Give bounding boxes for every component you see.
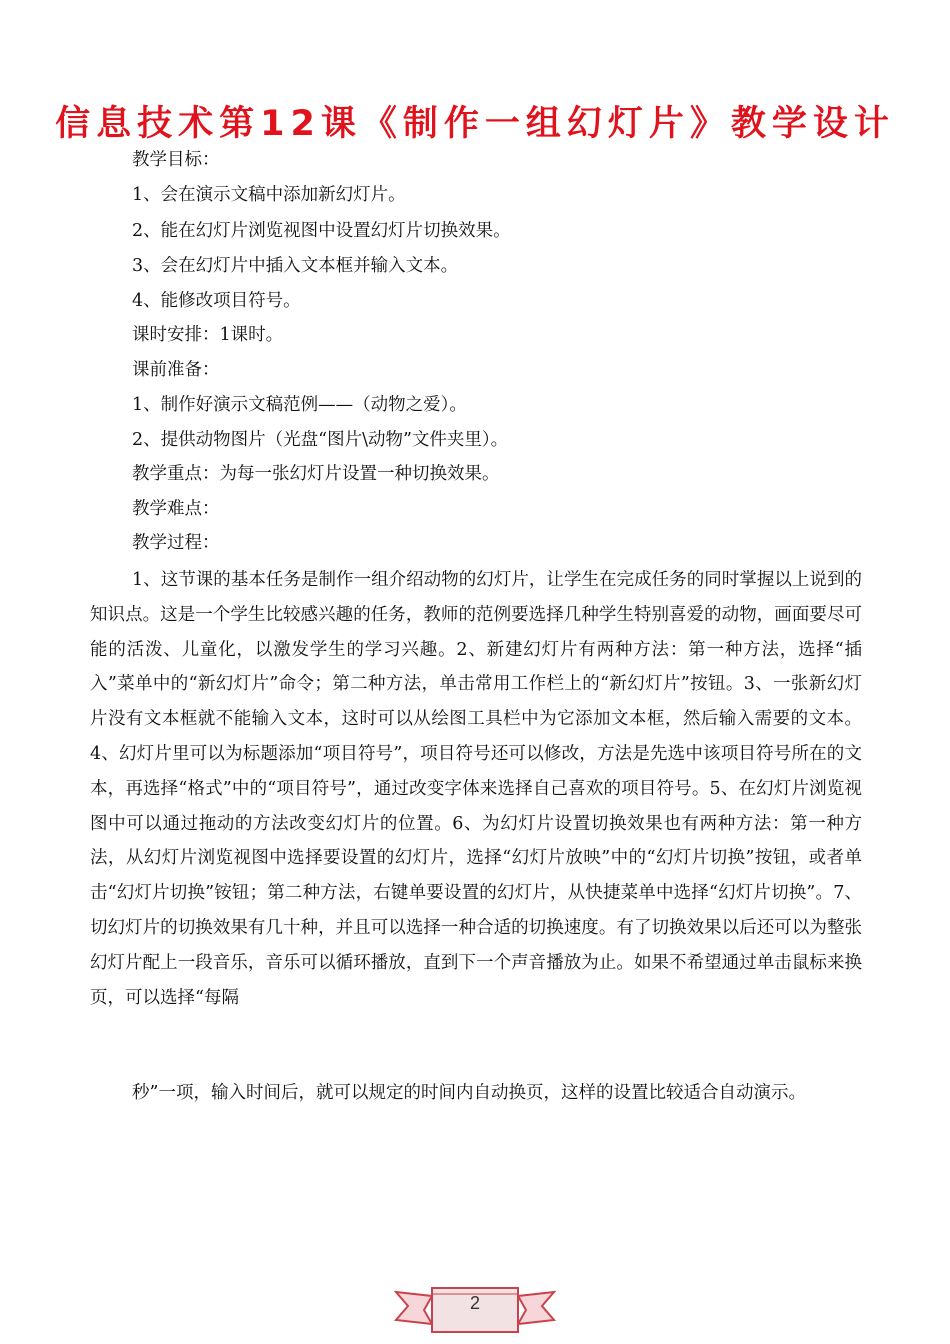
objective-2: 2、能在幻灯片浏览视图中设置幻灯片切换效果。 xyxy=(132,221,511,241)
page-number: 2 xyxy=(469,1293,480,1313)
preparation-2: 2、提供动物图片（光盘“图片\动物”文件夹里）。 xyxy=(132,430,509,450)
objective-1: 1、会在演示文稿中添加新幻灯片。 xyxy=(132,185,406,205)
preparation-heading: 课前准备： xyxy=(132,360,220,380)
objectives-heading: 教学目标： xyxy=(132,150,220,170)
objective-4: 4、能修改项目符号。 xyxy=(132,291,301,311)
objective-3: 3、会在幻灯片中插入文本框并输入文本。 xyxy=(132,256,459,276)
document-title: 信息技术第12课《制作一组幻灯片》教学设计 xyxy=(55,104,895,144)
process-continuation: 秒”一项，输入时间后，就可以规定的时间内自动换页，这样的设置比较适合自动演示。 xyxy=(132,1083,806,1103)
class-hours: 课时安排：1课时。 xyxy=(132,325,284,345)
process-heading: 教学过程： xyxy=(132,533,220,553)
preparation-1: 1、制作好演示文稿范例——（动物之爱）。 xyxy=(132,395,467,415)
process-paragraph: 1、这节课的基本任务是制作一组介绍动物的幻灯片，让学生在完成任务的同时掌握以上说到的知识点。这是一个学生比较感兴趣的任务，教师的范例要选择几种学生特别喜爱的动物，画面要尽可能的活泼、儿童化，以激发学生的学习兴趣。2、新建幻灯片有两种方法：第一种方法，选择“插入”菜单中的“新幻灯片”命令；第二种方法，单击常用工作栏上的“新幻灯片”按钮。3、一张新幻灯片没有文本框就不能输入文本，这时可以从绘图工具栏中为它添加文本框，然后输入需要的文本。4、幻灯片里可以为标题添加“项目符号”，项目符号还可以修改，方法是先选中该项目符号所在的文本，再选择“格式”中的“项目符号”，通过改变字体来选择自己喜欢的项目符号。5、在幻灯片浏览视图中可以通过拖动的方法改变幻灯片的位置。6、为幻灯片设置切换效果也有两种方法：第一种方法，从幻灯片浏览视图中选择要设置的幻灯片，选择“幻灯片放映”中的“幻灯片切换”按钮，或者单击“幻灯片切换”铵钮；第二种方法，右键单要设置的幻灯片，从快捷菜单中选择“幻灯片切换”。7、切幻灯片的切换效果有几十种，并且可以选择一种合适的切换速度。有了切换效果以后还可以为整张幻灯片配上一段音乐，音乐可以循环播放，直到下一个声音播放为止。如果不希望通过单击鼠标来换页，可以选择“每隔 xyxy=(90,570,862,1008)
key-point: 教学重点：为每一张幻灯片设置一种切换效果。 xyxy=(132,464,500,484)
difficulty: 教学难点： xyxy=(132,499,220,519)
